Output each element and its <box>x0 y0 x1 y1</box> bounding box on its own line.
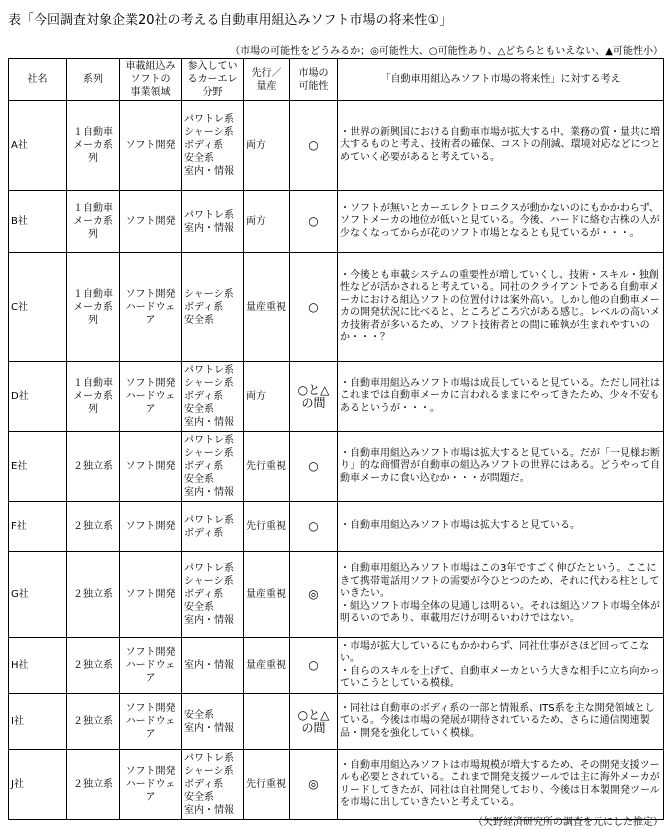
possibility-mark: ◎ <box>290 552 338 638</box>
group-cell: ２独立系 <box>67 694 120 750</box>
view-cell: ・自動車用組込みソフトは市場規模が増大するため、その開発支援ツールも必要とされている。これまで開発支援ツールでは主に海外メーカがリードしてきたが、同社は自社開発しており、今後は日本製開発ツールを市場に出していきたいと考えている。 <box>338 750 664 820</box>
possibility-mark: ○と△ の間 <box>290 362 338 432</box>
stance-cell: 先行重視 <box>244 502 290 552</box>
domain-cell: ソフト開発 ハードウェ ア <box>120 750 182 820</box>
field-cell: シャーシ系 ボディ系 安全系 <box>182 253 244 362</box>
table-row <box>9 694 664 750</box>
table-row <box>9 432 664 502</box>
domain-cell: ソフト開発 <box>120 502 182 552</box>
stance-cell: 量産重視 <box>244 552 290 638</box>
stance-cell: 量産重視 <box>244 253 290 362</box>
table-header-row <box>9 59 664 101</box>
header-possibility: 市場の 可能性 <box>290 59 338 101</box>
group-cell: ２独立系 <box>67 432 120 502</box>
table-title: 表「今回調査対象企業20社の考える自動車用組込みソフト市場の将来性①」 <box>8 13 453 28</box>
possibility-mark: ◎ <box>290 750 338 820</box>
group-cell: １自動車 メーカ系 列 <box>67 253 120 362</box>
company-name: I社 <box>9 694 67 750</box>
field-cell: パワトレ系 室内・情報 <box>182 191 244 253</box>
company-name: D社 <box>9 362 67 432</box>
stance-cell: 両方 <box>244 101 290 191</box>
table-row <box>9 552 664 638</box>
field-cell: パワトレ系 シャーシ系 ボディ系 安全系 室内・情報 <box>182 362 244 432</box>
stance-cell: 先行重視 <box>244 750 290 820</box>
field-cell: パワトレ系 シャーシ系 ボディ系 安全系 室内・情報 <box>182 552 244 638</box>
field-cell: パワトレ系 シャーシ系 ボディ系 安全系 室内・情報 <box>182 432 244 502</box>
table-row <box>9 750 664 820</box>
domain-cell: ソフト開発 <box>120 432 182 502</box>
possibility-mark: ○ <box>290 101 338 191</box>
field-cell: 室内・情報 <box>182 638 244 694</box>
domain-cell: ソフト開発 ハードウェ ア <box>120 253 182 362</box>
possibility-mark: ○ <box>290 502 338 552</box>
table-row <box>9 638 664 694</box>
possibility-mark: ○と△ の間 <box>290 694 338 750</box>
group-cell: ２独立系 <box>67 750 120 820</box>
company-name: B社 <box>9 191 67 253</box>
view-cell: ・自動車用組込みソフト市場は拡大すると見ている。 <box>338 502 664 552</box>
table-row <box>9 101 664 191</box>
possibility-legend: （市場の可能性をどうみるか；◎可能性大、○可能性あり、△どちらともいえない、▲可能性小） <box>230 46 663 57</box>
company-name: J社 <box>9 750 67 820</box>
view-cell: ・世界の新興国における自動車市場が拡大する中、業務の質・量共に増大するものと考え、技術者の確保、コストの削減、環境対応などにつとめていく必要があると考えている。 <box>338 101 664 191</box>
view-cell: ・ソフトが無いとカーエレクトロニクスが動かないのにもかかわらず、ソフトメーカの地位が低いと見ている。今後、ハードに絡む古株の人が少なくなってからが花のソフト市場となるとも見ているが・・・。 <box>338 191 664 253</box>
table-row <box>9 502 664 552</box>
group-cell: ２独立系 <box>67 552 120 638</box>
group-cell: １自動車 メーカ系 列 <box>67 362 120 432</box>
view-cell: ・今後とも車載システムの重要性が増していくし、技術・スキル・独創性などが活かされると考えている。同社のクライアントである自動車メーカにおける組込ソフトの位置付けは案外高い。しかし他の自動車メーカの開発状況に比べると、ところどころ穴がある感じ。レベルの高いメカ技術者が多いるため、ソフト技術者との間に確執が生まれやすいのか・・・？ <box>338 253 664 362</box>
domain-cell: ソフト開発 <box>120 552 182 638</box>
header-company: 社名 <box>9 59 67 101</box>
group-cell: ２独立系 <box>67 502 120 552</box>
view-cell: ・自動車用組込みソフト市場は成長していると見ている。ただし同社はこれまでは自動車メーカに言われるままにやってきたため、少々不安もあるというが・・・。 <box>338 362 664 432</box>
domain-cell: ソフト開発 ハードウェ ア <box>120 362 182 432</box>
possibility-mark: ○ <box>290 432 338 502</box>
header-stance: 先行／ 量産 <box>244 59 290 101</box>
group-cell: １自動車 メーカ系 列 <box>67 191 120 253</box>
group-cell: １自動車 メーカ系 列 <box>67 101 120 191</box>
table-row <box>9 253 664 362</box>
domain-cell: ソフト開発 <box>120 101 182 191</box>
stance-cell: 両方 <box>244 362 290 432</box>
company-name: C社 <box>9 253 67 362</box>
possibility-mark: ○ <box>290 638 338 694</box>
stance-cell: 両方 <box>244 191 290 253</box>
field-cell: パワトレ系 ボディ系 <box>182 502 244 552</box>
view-cell: ・市場が拡大しているにもかかわらず、同社仕事がさほど回ってこない。 ・自らのスキルを上げて、自動車メーカという大きな相手に立ち向かっていこうとしている模様。 <box>338 638 664 694</box>
domain-cell: ソフト開発 ハードウェ ア <box>120 638 182 694</box>
stance-cell: 量産重視 <box>244 638 290 694</box>
field-cell: パワトレ系 シャーシ系 ボディ系 安全系 室内・情報 <box>182 101 244 191</box>
header-field: 参入してい るカーエレ 分野 <box>182 59 244 101</box>
company-name: H社 <box>9 638 67 694</box>
field-cell: 安全系 室内・情報 <box>182 694 244 750</box>
possibility-mark: ○ <box>290 253 338 362</box>
company-name: A社 <box>9 101 67 191</box>
possibility-mark: ○ <box>290 191 338 253</box>
company-name: E社 <box>9 432 67 502</box>
source-note: （矢野経済研究所の調査を元にした推定） <box>473 817 663 828</box>
header-view: 「自動車用組込みソフト市場の将来性」に対する考え <box>338 59 664 101</box>
company-table <box>8 58 664 820</box>
domain-cell: ソフト開発 ハードウェ ア <box>120 694 182 750</box>
company-name: G社 <box>9 552 67 638</box>
stance-cell <box>244 694 290 750</box>
header-group: 系列 <box>67 59 120 101</box>
view-cell: ・自動車用組込みソフト市場は拡大すると見ている。だが「一見様お断り」的な商慣習が自動車の組込みソフトの世界にはある。どうやって自動車メーカに食い込むか・・・が問題だ。 <box>338 432 664 502</box>
field-cell: パワトレ系 シャーシ系 ボディ系 安全系 室内・情報 <box>182 750 244 820</box>
stance-cell: 先行重視 <box>244 432 290 502</box>
table-row <box>9 362 664 432</box>
table-row <box>9 191 664 253</box>
view-cell: ・自動車用組込みソフト市場はこの3年ですごく伸びたという。ここにきて携帯電話用ソフトの需要が今ひとつのため、それに代わる柱としていきたい。 ・組込ソフト市場全体の見通しは明るい。それは組込ソフト市場全体が明るいのであり、車載用だけが明るいわけではない。 <box>338 552 664 638</box>
group-cell: ２独立系 <box>67 638 120 694</box>
domain-cell: ソフト開発 <box>120 191 182 253</box>
company-name: F社 <box>9 502 67 552</box>
header-domain: 車載組込み ソフトの 事業領域 <box>120 59 182 101</box>
view-cell: ・同社は自動車のボディ系の一部と情報系、ITS系を主な開発領域としている。今後は市場の発展が期待されているため、さらに通信関連製品・開発を強化していく模様。 <box>338 694 664 750</box>
